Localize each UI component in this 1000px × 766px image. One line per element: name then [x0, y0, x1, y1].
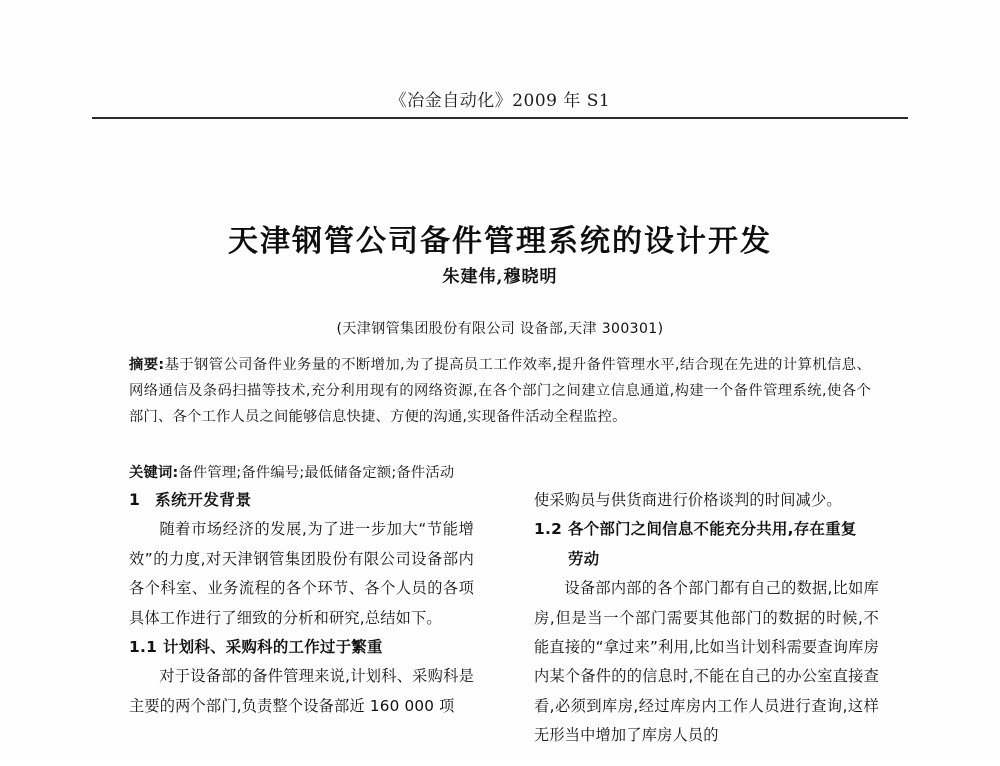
paragraph: 设备部内部的各个部门都有自己的数据,比如库房,但是当一个部门需要其他部门的数据的时候,不能直接的“拿过来”利用,比如当计划科需要查询库房内某个备件的的信息时,不能在自己的办公室直接查看,必须到库房,经过库房内工作人员进行查询,这样无形当中增加了库房人员的: [534, 579, 879, 745]
header-divider: [92, 117, 908, 119]
affiliation: (天津钢管集团股份有限公司 设备部,天津 300301): [336, 321, 664, 337]
keywords: [129, 460, 871, 486]
subsection-heading: [129, 633, 474, 662]
abstract-label: 摘要:: [129, 357, 165, 373]
column-right: [534, 486, 879, 751]
section-heading: [129, 486, 474, 515]
paragraph-continued: 使采购员与供货商进行价格谈判的时间减少。: [534, 491, 842, 509]
paragraph: 随着市场经济的发展,为了进一步加大“节能增效”的力度,对天津钢管集团股份有限公司设备部内各个科室、业务流程的各个环节、各个人员的各项具体工作进行了细致的分析和研究,总结如下。: [129, 520, 474, 627]
body-columns: [129, 486, 879, 766]
subsection-heading: [534, 515, 879, 574]
page-title: 天津钢管公司备件管理系统的设计开发: [228, 224, 772, 260]
author-list: 朱建伟,穆晓明: [442, 267, 558, 287]
subsection-title: 各个部门之间信息不能充分共用,存在重复: [568, 520, 857, 539]
subsection-title-continued: 劳动: [568, 549, 600, 568]
section-title: 系统开发背景: [155, 491, 252, 509]
abstract: [129, 352, 871, 430]
subsection-title: 计划科、采购科的工作过于繁重: [163, 638, 383, 657]
abstract-text: 基于钢管公司备件业务量的不断增加,为了提高员工工作效率,提升备件管理水平,结合现在先进的计算机信息、网络通信及条码扫描等技术,充分利用现有的网络资源,在各个部门之间建立信息通道,构建一个备件管理系统,使各个部门、各个工作人员之间能够信息快捷、方便的沟通,实现备件活动全程监控。: [129, 357, 871, 425]
section-number: 1: [129, 491, 141, 509]
running-head: 《冶金自动化》2009 年 S1: [389, 91, 611, 111]
keywords-label: 关键词:: [129, 465, 179, 481]
column-left: [129, 486, 474, 721]
keywords-text: 备件管理;备件编号;最低储备定额;备件活动: [178, 465, 455, 481]
subsection-number: 1.1: [129, 638, 158, 657]
paragraph: 对于设备部的备件管理来说,计划科、采购科是主要的两个部门,负责整个设备部近 160 000 项: [129, 667, 474, 715]
subsection-number: 1.2: [534, 520, 563, 539]
